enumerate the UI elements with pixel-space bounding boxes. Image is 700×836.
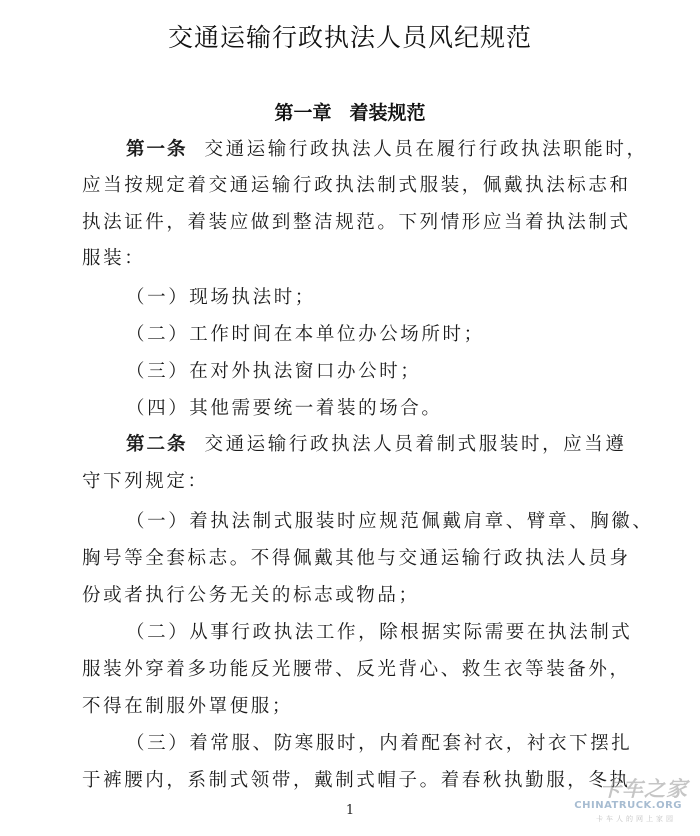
chapter-name: 着装规范 — [349, 102, 426, 124]
article-2-text: 交通运输行政执法人员着制式服装时，应当遵 — [204, 434, 627, 455]
chapter-heading — [0, 98, 700, 125]
chapter-number: 第一章 — [274, 102, 332, 124]
list-item: （三）在对外执法窗口办公时； — [126, 361, 422, 382]
paragraph-line: 服装： — [82, 248, 146, 269]
paragraph-line: 胸号等全套标志。不得佩戴其他与交通运输行政执法人员身 — [82, 548, 631, 569]
paragraph-line: 守下列规定： — [82, 471, 209, 492]
article-1-text: 交通运输行政执法人员在履行行政执法职能时， — [204, 139, 648, 160]
list-item: （一）现场执法时； — [126, 287, 316, 308]
list-item: （四）其他需要统一着装的场合。 — [126, 398, 443, 419]
article-2-label: 第二条 — [126, 434, 188, 455]
watermark-site-url: CHINATRUCK.ORG — [574, 800, 682, 811]
document-title: 交通运输行政执法人员风纪规范 — [167, 23, 532, 52]
article-1-label: 第一条 — [126, 139, 188, 160]
article-2-line — [126, 434, 627, 456]
paragraph-line: （二）从事行政执法工作，除根据实际需要在执法制式 — [126, 622, 633, 643]
page-number: 1 — [345, 803, 355, 818]
paragraph-line: （一）着执法制式服装时应规范佩戴肩章、臂章、胸徽、 — [126, 511, 654, 532]
list-item: （二）工作时间在本单位办公场所时； — [126, 324, 485, 345]
paragraph-line: 不得在制服外罩便服； — [82, 696, 294, 717]
paragraph-line: 执法证件，着装应做到整洁规范。下列情形应当着执法制式 — [82, 212, 631, 233]
watermark-site-name: 卡车之家 — [600, 777, 688, 801]
paragraph-line: 应当按规定着交通运输行政执法制式服装，佩戴执法标志和 — [82, 175, 631, 196]
watermark-slogan: 卡车人的网上家园 — [596, 815, 676, 823]
watermark-logo — [536, 773, 692, 825]
paragraph-line: （三）着常服、防寒服时，内着配套衬衣，衬衣下摆扎 — [126, 733, 633, 754]
paragraph-line: 于裤腰内，系制式领带，戴制式帽子。着春秋执勤服，冬执 — [82, 770, 631, 791]
article-1-line — [126, 139, 648, 161]
paragraph-line: 份或者执行公务无关的标志或物品； — [82, 585, 420, 606]
paragraph-line: 服装外穿着多功能反光腰带、反光背心、救生衣等装备外， — [82, 659, 631, 680]
